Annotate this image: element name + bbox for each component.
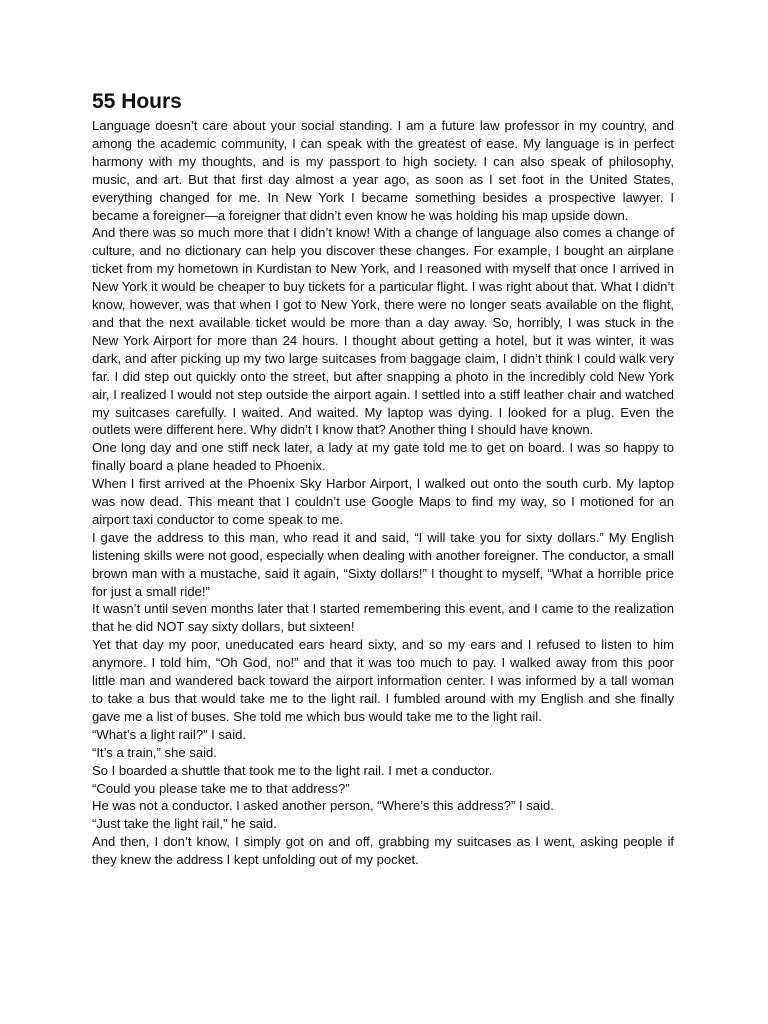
paragraph-2: And there was so much more that I didn’t know! With a change of language also comes a change of culture, and no dictionary can help you discover these changes. For example, I bought an airplane ticket from my hometown in Kurdistan to New York, and I reasoned with myself that once I arrived in New York it would be cheaper to buy tickets for a particular flight. I was right about that. What I didn’t know, however, was that when I got to New York, there were no longer seats available on the flight, and that the next available ticket would be more than a day away. So, horribly, I was stuck in the New York Airport for more than 24 hours. I thought about getting a hotel, but it was winter, it was dark, and after picking up my two large suitcases from baggage claim, I didn’t think I could walk very far. I did step out quickly onto the street, but after snapping a photo in the incredibly cold New York air, I realized I would not step outside the airport again. I settled into a stiff leather chair and watched my suitcases carefully. I waited. And waited. My laptop was dying. I looked for a plug. Even the outlets were different here. Why didn’t I know that? Another thing I should have known. (92, 225, 674, 438)
paragraph-6: It wasn’t until seven months later that I started remembering this event, and I came to the realization that he did NOT say sixty dollars, but sixteen! (92, 601, 674, 635)
paragraph-4: When I first arrived at the Phoenix Sky Harbor Airport, I walked out onto the south curb. My laptop was now dead. This meant that I couldn’t use Google Maps to find my way, so I motioned for an airport taxi conductor to come speak to me. (92, 476, 674, 527)
paragraph-13: “Just take the light rail,” he said. (92, 816, 277, 832)
document-page (92, 90, 674, 869)
paragraph-9: “It’s a train,” she said. (92, 744, 217, 760)
paragraph-10: So I boarded a shuttle that took me to the light rail. I met a conductor. (92, 762, 493, 778)
paragraph-5: I gave the address to this man, who read it and said, “I will take you for sixty dollars.” My English listening skills were not good, especially when dealing with another foreigner. The conductor, a small brown man with a mustache, said it again, “Sixty dollars!” I thought to myself, “What a horrible price for just a small ride!” (92, 529, 674, 599)
paragraph-11: “Could you please take me to that address?” (92, 780, 350, 796)
paragraph-7: Yet that day my poor, uneducated ears heard sixty, and so my ears and I refused to listen to him anymore. I told him, “Oh God, no!” and that it was too much to pay. I walked away from this poor little man and wandered back toward the airport information center. I was informed by a tall woman to take a bus that would take me to the light rail. I fumbled around with my English and she finally gave me a list of buses. She told me which bus would take me to the light rail. (92, 637, 674, 724)
paragraph-3: One long day and one stiff neck later, a lady at my gate told me to get on board. I was so happy to finally board a plane headed to Phoenix. (92, 440, 674, 474)
paragraph-8: “What’s a light rail?” I said. (92, 726, 247, 742)
paragraph-12: He was not a conductor. I asked another person, “Where’s this address?” I said. (92, 798, 554, 814)
paragraph-14: And then, I don’t know, I simply got on and off, grabbing my suitcases as I went, asking people if they knew the address I kept unfolding out of my pocket. (92, 834, 674, 868)
document-title: 55 Hours (92, 90, 182, 113)
paragraph-1: Language doesn’t care about your social standing. I am a future law professor in my country, and among the academic community, I can speak with the greatest of ease. My language is in perfect harmony with my thoughts, and is my passport to high society. I can also speak of philosophy, music, and art. But that first day almost a year ago, as soon as I set foot in the United States, everything changed for me. In New York I became something besides a prospective lawyer. I became a foreigner—a foreigner that didn’t even know he was holding his map upside down. (92, 118, 674, 223)
